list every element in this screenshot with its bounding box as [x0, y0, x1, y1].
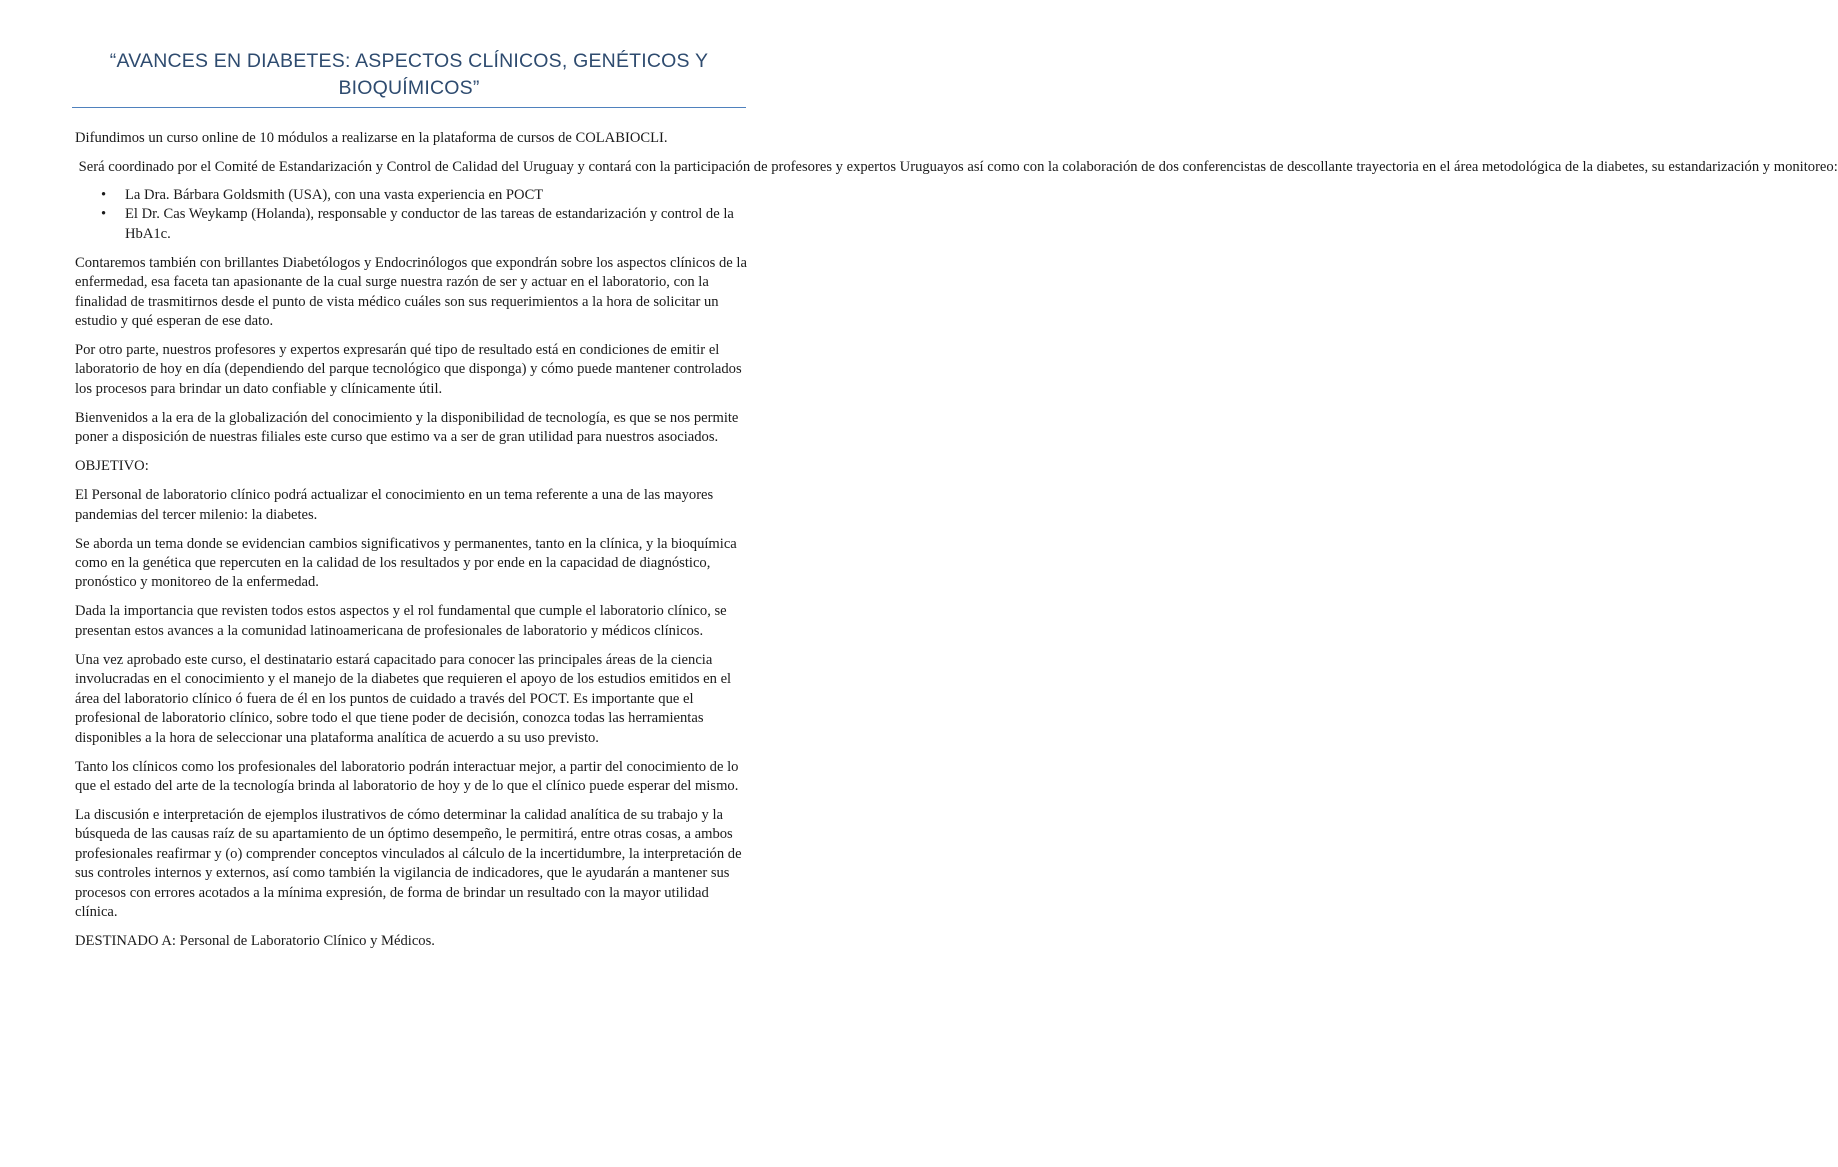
coordination-text: Será coordinado por el Comité de Estandarización y Control de Calidad del Uruguay y contará con la participación de profesores y expertos Uruguayos así como con la colaboración de dos conferencistas de descollante trayectoria en el área metodológica de la diabetes, su estandarización y monitoreo: [75, 159, 1838, 175]
list-item [101, 186, 747, 205]
bullet-icon: • [101, 187, 107, 203]
objective-paragraph: Una vez aprobado este curso, el destinatario estará capacitado para conocer las principales áreas de la ciencia involucradas en el conocimiento y el manejo de la diabetes que requieren el apoyo de los estudios emitidos en el área del laboratorio clínico ó fuera de él en los puntos de cuidado a través del POCT. Es importante que el profesional de laboratorio clínico, sobre todo el que tiene poder de decisión, conozca todas las herramientas disponibles a la hora de seleccionar una plataforma analítica de acuerdo a su uso previsto. [75, 651, 732, 746]
list-item-text: La Dra. Bárbara Goldsmith (USA), con una vasta experiencia en POCT [125, 187, 544, 203]
objective-paragraph: Tanto los clínicos como los profesionales del laboratorio podrán interactuar mejor, a partir del conocimiento de lo que el estado del arte de la tecnología brinda al laboratorio de hoy y de lo que el clínico puede esperar del mismo. [75, 758, 739, 794]
speaker-list [75, 186, 747, 244]
title-line-2: BIOQUÍMICOS” [338, 77, 480, 99]
objective-paragraph: La discusión e interpretación de ejemplos ilustrativos de cómo determinar la calidad analítica de su trabajo y la búsqueda de las causas raíz de su apartamiento de un óptimo desempeño, le permitirá, entre otras cosas, a ambos profesionales reafirmar y (o) comprender conceptos vinculados al cálculo de la incertidumbre, la interpretación de sus controles internos y externos, así como también la vigilancia de indicadores, que le ayudarán a mantener sus procesos con errores acotados a la mínima expresión, de forma de brindar un resultado con la mayor utilidad clínica. [75, 806, 742, 920]
coordination-paragraph [75, 158, 1838, 177]
objective-paragraph: Dada la importancia que revisten todos estos aspectos y el rol fundamental que cumple el laboratorio clínico, se presentan estos avances a la comunidad latinoamericana de profesionales de laboratorio y médicos clínicos. [75, 603, 727, 639]
bullet-icon: • [101, 206, 107, 223]
intro-paragraph: Difundimos un curso online de 10 módulos a realizarse en la plataforma de cursos de COLABIOCLI. [75, 130, 668, 146]
list-item [101, 205, 747, 244]
document-title [72, 48, 746, 102]
title-divider [72, 107, 746, 108]
body-paragraph: Bienvenidos a la era de la globalización del conocimiento y la disponibilidad de tecnología, es que se nos permite poner a disposición de nuestras filiales este curso que estimo va a ser de gran utilidad para nuestros asociados. [75, 409, 739, 446]
title-line-1: “AVANCES EN DIABETES: ASPECTOS CLÍNICOS, GENÉTICOS Y [109, 50, 709, 72]
body-paragraph: Por otro parte, nuestros profesores y expertos expresarán qué tipo de resultado está en condiciones de emitir el laboratorio de hoy en día (dependiendo del parque tecnológico que disponga) y cómo puede mantener controlados los procesos para brindar un dato confiable y clínicamente útil. [75, 342, 742, 397]
objective-paragraph: Se aborda un tema donde se evidencian cambios significativos y permanentes, tanto en la clínica, y la bioquímica como en la genética que repercuten en la calidad de los resultados y por ende en la capacidad de diagnóstico, pronóstico y monitoreo de la enfermedad. [75, 535, 737, 591]
list-item-text: El Dr. Cas Weykamp (Holanda), responsable y conductor de las tareas de estandarización y control de la HbA1c. [125, 206, 734, 242]
document-body [75, 129, 1838, 961]
body-paragraph: Contaremos también con brillantes Diabetólogos y Endocrinólogos que expondrán sobre los aspectos clínicos de la enfermedad, esa faceta tan apasionante de la cual surge nuestra razón de ser y actuar en el laboratorio, con la finalidad de trasmitirnos desde el punto de vista médico cuáles son sus requerimientos a la hora de solicitar un estudio y qué esperan de ese dato. [75, 254, 747, 330]
objective-paragraph: El Personal de laboratorio clínico podrá actualizar el conocimiento en un tema referente a una de las mayores pandemias del tercer milenio: la diabetes. [75, 487, 714, 523]
objective-heading: OBJETIVO: [75, 458, 149, 475]
audience-line: DESTINADO A: Personal de Laboratorio Clínico y Médicos. [75, 932, 435, 949]
